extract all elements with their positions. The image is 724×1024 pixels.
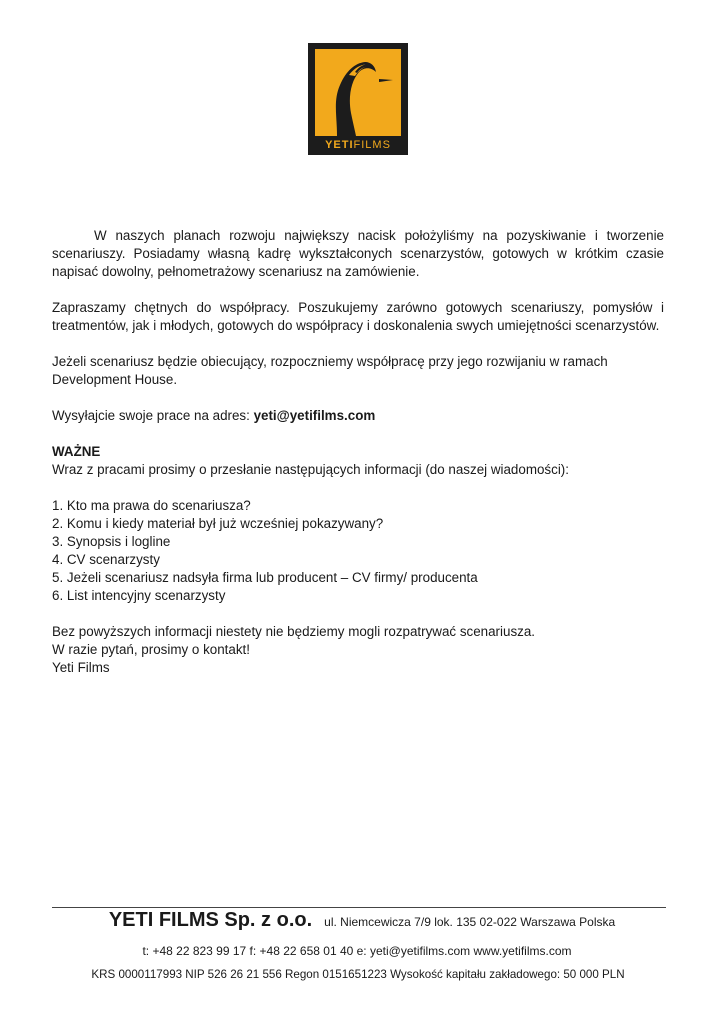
paragraph-invitation: Zapraszamy chętnych do współpracy. Poszukujemy zarówno gotowych scenariuszy, pomysłów i treatmentów, jak i młodych, gotowych do współpracy i doskonalenia swych umiejętności scenarzystów. [52, 300, 664, 333]
contact-email[interactable]: yeti@yetifilms.com [253, 408, 376, 423]
paragraph-intro: W naszych planach rozwoju największy nacisk położyliśmy na pozyskiwanie i tworzenie scenariuszy. Posiadamy własną kadrę wykształconych scenarzystów, gotowych w krótkim czasie napisać dowolny, pełnometrażowy scenariusz na zamówienie. [52, 228, 664, 279]
footer-company-row [0, 909, 724, 932]
logo-wordmark [308, 138, 408, 152]
important-heading: WAŻNE [52, 444, 101, 459]
important-intro: Wraz z pracami prosimy o przesłanie następujących informacji (do naszej wiadomości): [52, 462, 569, 477]
footer-registration: KRS 0000117993 NIP 526 26 21 556 Regon 0151651223 Wysokość kapitału zakładowego: 50 000 PLN [91, 968, 625, 981]
list-item: 3. Synopsis i logline [52, 534, 171, 549]
closing-note: Bez powyższych informacji niestety nie będziemy mogli rozpatrywać scenariusza. [52, 624, 535, 639]
footer-divider [52, 907, 666, 908]
company-logo [308, 43, 408, 155]
list-item: 6. List intencyjny scenarzysty [52, 588, 226, 603]
list-item: 1. Kto ma prawa do scenariusza? [52, 498, 251, 513]
paragraph-development-line2: Development House. [52, 372, 178, 387]
logo-wordmark-light: FILMS [353, 139, 391, 151]
company-name: YETI FILMS Sp. z o.o. [108, 909, 313, 931]
paragraph-development-line1: Jeżeli scenariusz będzie obiecujący, rozpoczniemy współpracę przy jego rozwijaniu w ramach [52, 354, 608, 369]
company-address: ul. Niemcewicza 7/9 lok. 135 02-022 Warszawa Polska [324, 915, 616, 929]
contact-prefix: Wysyłajcie swoje prace na adres: [52, 408, 254, 423]
letter-body [52, 227, 664, 677]
closing-contact: W razie pytań, prosimy o kontakt! [52, 642, 250, 657]
requirements-list [52, 497, 664, 605]
footer-contacts: t: +48 22 823 99 17 f: +48 22 658 01 40 e: yeti@yetifilms.com www.yetifilms.com [142, 944, 572, 958]
contact-line [52, 407, 664, 425]
logo-emblem [315, 49, 401, 136]
list-item: 4. CV scenarzysty [52, 552, 160, 567]
logo-wordmark-bold: YETI [325, 139, 354, 151]
signature: Yeti Films [52, 660, 110, 675]
list-item: 2. Komu i kiedy materiał był już wcześniej pokazywany? [52, 516, 384, 531]
list-item: 5. Jeżeli scenariusz nadsyła firma lub producent – CV firmy/ producenta [52, 570, 478, 585]
bird-icon [315, 49, 401, 136]
